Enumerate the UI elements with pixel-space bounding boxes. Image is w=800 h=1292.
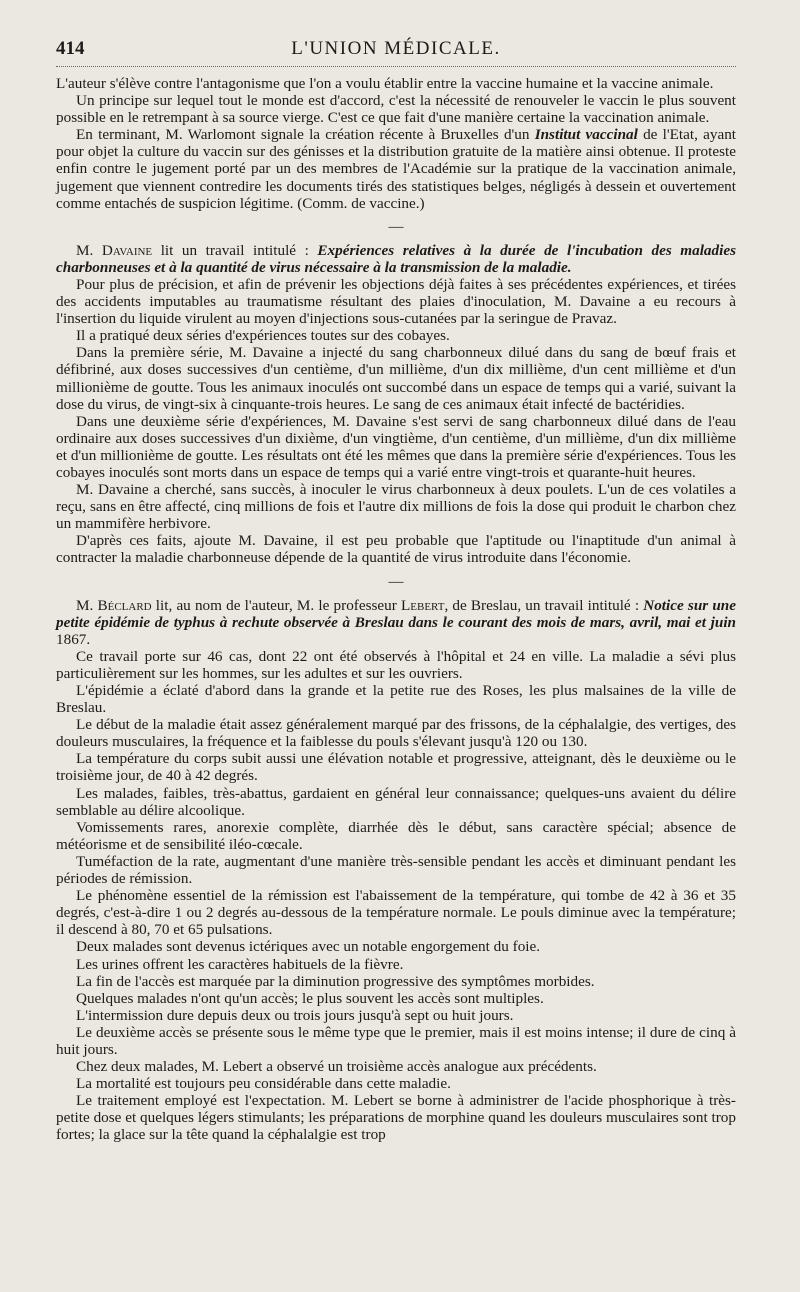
paragraph: Le début de la maladie était assez généralement marqué par des frissons, de la céphalalgie, des vertiges, des douleurs musculaires, la fréquence et la faiblesse du pouls s'élevant jusqu'à 120 ou 130. <box>56 716 736 751</box>
section-separator: — <box>388 218 404 235</box>
paper-title: Notice sur une petite épidémie de typhus à rechute observée à Breslau dans le courant des mois de mars, avril, mai et juin <box>56 596 736 631</box>
paragraph: Un principe sur lequel tout le monde est d'accord, c'est la nécessité de renouveler le vaccin le plus souvent possible en le retrempant à sa source vierge. C'est ce que fait d'une manière certaine la vaccination animale. <box>56 92 736 127</box>
section-separator: — <box>388 573 404 590</box>
paragraph: Dans la première série, M. Davaine a injecté du sang charbonneux dilué dans du sang de bœuf frais et défibriné, aux doses successives d'un centième, d'un millième, d'un dix millième, d'un cent millième et d'un millionième de goutte. Tous les animaux inoculés ont succombé dans un espace de temps qui a varié, suivant la dose du virus, de vingt-six à cinquante-trois heures. Le sang de ces animaux était infecté de bactéridies. <box>56 344 736 413</box>
paragraph: Deux malades sont devenus ictériques avec un notable engorgement du foie. <box>76 938 541 956</box>
paper-title: Expériences relatives à la durée de l'incubation des maladies charbonneuses et à la quantité de virus nécessaire à la transmission de la maladie. <box>56 241 736 276</box>
paragraph: L'auteur s'élève contre l'antagonisme que l'on a voulu établir entre la vaccine humaine et la vaccine animale. <box>56 75 714 92</box>
paragraph: Pour plus de précision, et afin de prévenir les objections déjà faites à ses précédentes expériences, et tirées des accidents imputables au traumatisme résultant des plaies d'inoculation, M. Davaine a eu recours à l'insertion du liquide virulent au moyen d'injections sous-cutanées par la seringue de Pravaz. <box>56 275 736 328</box>
paragraph: M. Davaine a cherché, sans succès, à inoculer le virus charbonneux à deux poulets. L'un de ces volatiles a reçu, sans en être affecté, cinq millions de fois et l'autre dix millions de fois la dose qui produit le charbon chez un mammifère herbivore. <box>56 481 736 533</box>
paragraph: La température du corps subit aussi une élévation notable et progressive, atteignant, dès le deuxième ou le troisième jour, de 40 à 42 degrés. <box>56 750 736 785</box>
running-title: L'UNION MÉDICALE. <box>291 38 501 59</box>
author-name: Béclard <box>97 596 152 614</box>
paragraph: Le traitement employé est l'expectation. M. Lebert se borne à administrer de l'acide phosphorique à très-petite dose et quelques légers stimulants; les préparations de morphine quand les douleurs musculaires sont trop fortes; la glace sur la tête quand la céphalalgie est trop <box>56 1092 736 1144</box>
author-name: Lebert <box>400 596 445 614</box>
page-header <box>56 36 736 67</box>
paragraph: M. Béclard lit, au nom de l'auteur, M. le professeur Lebert, de Breslau, un travail intitulé : Notice sur une petite épidémie de typhus à rechute observée à Breslau dans le courant des mois de mars, avril, mai et juin 1867. <box>56 596 736 648</box>
paragraph: Le deuxième accès se présente sous le même type que le premier, mais il est moins intense; il dure de cinq à huit jours. <box>56 1023 736 1058</box>
paragraph: La fin de l'accès est marquée par la diminution progressive des symptômes morbides. <box>76 972 595 990</box>
paragraph: Les malades, faibles, très-abattus, gardaient en général leur connaissance; quelques-uns avaient du délire semblable au délire alcoolique. <box>56 784 736 819</box>
paragraph: Chez deux malades, M. Lebert a observé un troisième accès analogue aux précédents. <box>76 1058 597 1076</box>
paragraph: Quelques malades n'ont qu'un accès; le plus souvent les accès sont multiples. <box>76 989 544 1007</box>
paragraph: En terminant, M. Warlomont signale la création récente à Bruxelles d'un Institut vaccinal de l'Etat, ayant pour objet la culture du vaccin sur des génisses et la distribution gratuite de la matière ainsi obtenue. Il proteste enfin contre le jugement porté par un des membres de l'Académie sur la pratique de la vaccination animale, jugement que viennent contredire les documents tirés des statistiques belges, négligés à dessein et ouvertement comme entachés de suspicion légitime. (Comm. de vaccine.) <box>56 126 737 212</box>
paragraph: Le phénomène essentiel de la rémission est l'abaissement de la température, qui tombe de 42 à 36 et 35 degrés, c'est-à-dire 1 ou 2 degrés au-dessous de la température normale. Le pouls diminue avec la température; il descend à 80, 70 et 65 pulsations. <box>56 887 736 939</box>
paragraph: M. Davaine lit un travail intitulé : Expériences relatives à la durée de l'incubation des maladies charbonneuses et à la quantité de virus nécessaire à la transmission de la maladie. <box>56 241 736 276</box>
paragraph: Tuméfaction de la rate, augmentant d'une manière très-sensible pendant les accès et diminuant pendant les périodes de rémission. <box>56 852 736 888</box>
paragraph: D'après ces faits, ajoute M. Davaine, il est peu probable que l'aptitude ou l'inaptitude d'un animal à contracter la maladie charbonneuse dépende de la quantité de virus introduite dans l'économie. <box>56 532 736 567</box>
paragraph: Vomissements rares, anorexie complète, diarrhée dès le début, sans caractère spécial; absence de météorisme et de sensibilité iléo-cœcale. <box>56 818 736 853</box>
paragraph: Les urines offrent les caractères habituels de la fièvre. <box>76 955 404 973</box>
paragraph: Il a pratiqué deux séries d'expériences toutes sur des cobayes. <box>76 327 450 345</box>
paragraph: Dans une deuxième série d'expériences, M. Davaine s'est servi de sang charbonneux dilué dans de l'eau ordinaire aux doses successives d'un dixième, d'un vingtième, d'un centième, d'un millième, d'un dix millième et d'un millionième de goutte. Les résultats ont été les mêmes que dans la première série d'expériences. Tous les cobayes inoculés sont morts dans un espace de temps qui a varié entre vingt-trois et quarante-huit heures. <box>56 412 736 481</box>
paragraph: Ce travail porte sur 46 cas, dont 22 ont été observés à l'hôpital et 24 en ville. La maladie a sévi plus particulièrement sur les hommes, sur les adultes et sur les ouvriers. <box>56 647 736 682</box>
paragraph: L'intermission dure depuis deux ou trois jours jusqu'à sept ou huit jours. <box>76 1006 514 1024</box>
author-name: Davaine <box>101 241 153 259</box>
page-number: 414 <box>56 38 85 59</box>
paragraph: L'épidémie a éclaté d'abord dans la grande et la petite rue des Roses, les plus malsaines de la ville de Breslau. <box>56 682 736 717</box>
paragraph: La mortalité est toujours peu considérable dans cette maladie. <box>76 1075 451 1093</box>
